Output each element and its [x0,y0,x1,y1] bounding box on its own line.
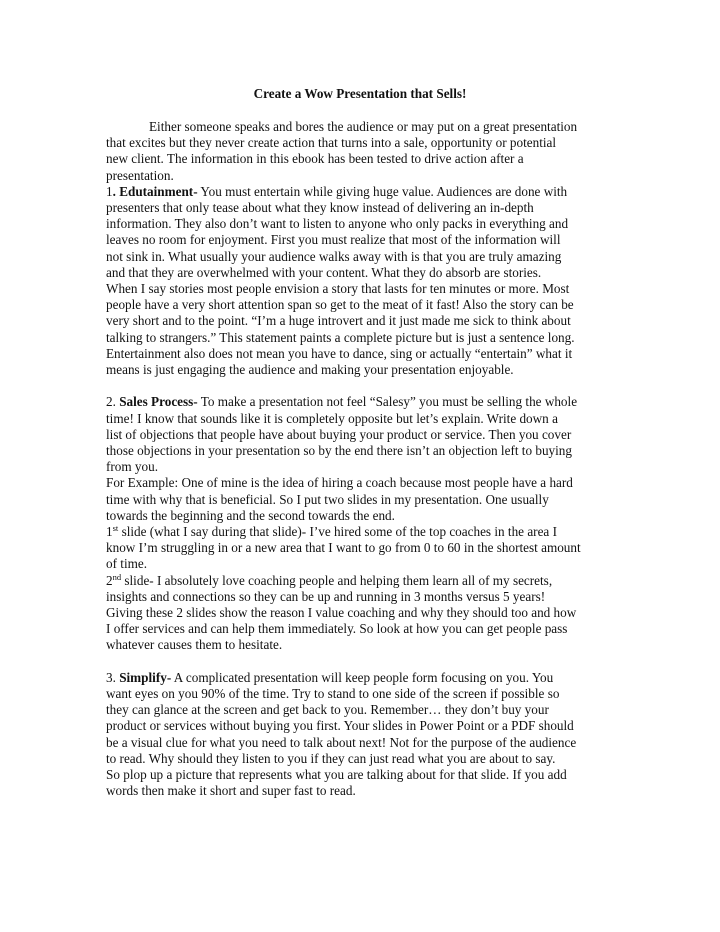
section-2-number: 2. [106,394,120,410]
intro-line: new client. The information in this ebook has been tested to drive action after a [106,151,524,167]
section-1-line: not sink in. What usually your audience walks away with is that you are truly amazing [106,248,562,264]
slide-2-continued: whatever causes them to hesitate. [106,637,283,653]
slide-2-number: 2 [106,572,113,588]
section-3-line: they can glance at the screen and get back to you. Remember… they don’t buy your [106,702,549,718]
slide-1-continued: know I’m struggling in or a new area that I want to go from 0 to 60 in the shortest amount [106,540,581,556]
section-1-line: people have a very short attention span so get to the meat of it fast! Also the story can be [106,297,574,313]
slide-1-ordinal: st [112,523,119,534]
section-3-line: to read. Why should they listen to you if they can just read what you are about to say. [106,750,556,766]
section-2-line: time! I know that sounds like it is completely opposite but let’s explain. Write down a [106,410,558,426]
section-2-line: time with why that is beneficial. So I put two slides in my presentation. One usually [106,491,549,507]
section-2-line: from you. [106,459,159,475]
section-2-line: For Example: One of mine is the idea of hiring a coach because most people have a hard [106,475,573,491]
document-title: Create a Wow Presentation that Sells! [253,86,467,101]
section-1-first-text: You must entertain while giving huge value. Audiences are done with [197,183,568,199]
section-1-line: Entertainment also does not mean you have to dance, sing or actually “entertain” what it [106,345,573,361]
section-3-line: product or services without buying you first. Your slides in Power Point or a PDF should [106,718,574,734]
intro-line: that excites but they never create action that turns into a sale, opportunity or potential [106,135,557,151]
section-1-heading: . Edutainment- [112,183,198,199]
section-1-line: When I say stories most people envision a story that lasts for ten minutes or more. Most [106,281,570,297]
slide-1-line [106,524,626,540]
slide-2-ordinal: nd [112,571,122,582]
section-3-heading: Simplify- [119,669,172,685]
section-2-heading: Sales Process- [119,394,198,410]
section-2-line: those objections in your presentation so by the end there isn’t an objection left to buying [106,443,572,459]
slide-1-continued: of time. [106,556,148,572]
slide-1-number: 1 [106,524,113,540]
section-2-first-line [106,394,626,410]
section-2-first-text: To make a presentation not feel “Salesy” you must be selling the whole [197,394,578,410]
section-1-line: information. They also don’t want to listen to anyone who only packs in everything and [106,216,569,232]
document-body [106,119,626,800]
slide-2-continued: insights and connections so they can be up and running in 3 months versus 5 years! [106,588,546,604]
intro-line: Either someone speaks and bores the audience or may put on a great presentation [149,119,578,134]
section-3-first-line [106,670,626,686]
section-1-line: presenters that only tease about what they know instead of delivering an in-depth [106,200,534,216]
section-1-line: very short and to the point. “I’m a huge introvert and it just made me sick to think about [106,313,571,329]
section-1-line: means is just engaging the audience and making your presentation enjoyable. [106,362,514,378]
section-3-first-text: A complicated presentation will keep people form focusing on you. You [171,669,554,685]
section-1-first-line [106,184,626,200]
paragraph-gap [106,378,626,394]
section-1-line: leaves no room for enjoyment. First you must realize that most of the information will [106,232,561,248]
section-2-line: list of objections that people have about buying your product or service. Then you cover [106,426,572,442]
intro-line: presentation. [106,167,174,183]
section-3-line: want eyes on you 90% of the time. Try to stand to one side of the screen if possible so [106,686,560,702]
section-1-line: and that they are overwhelmed with your content. What they do absorb are stories. [106,264,542,280]
paragraph-gap [106,654,626,670]
slide-1-text: slide (what I say during that slide)- I’ve hired some of the top coaches in the area I [118,524,557,540]
section-1-line: talking to strangers.” This statement paints a complete picture but is just a sentence long. [106,329,575,345]
section-3-line: So plop up a picture that represents what you are talking about for that slide. If you add [106,767,567,783]
section-3-line: be a visual clue for what you need to talk about next! Not for the purpose of the audience [106,734,577,750]
slide-2-continued: Giving these 2 slides show the reason I value coaching and why they should too and how [106,605,577,621]
section-3-line: words then make it short and super fast to read. [106,783,356,799]
slide-2-continued: I offer services and can help them immediately. So look at how you can get people pass [106,621,568,637]
section-3-number: 3. [106,669,120,685]
slide-2-line [106,573,626,589]
slide-2-text: slide- I absolutely love coaching people and helping them learn all of my secrets, [121,572,553,588]
section-2-line: towards the beginning and the second towards the end. [106,507,395,523]
section-1-number: 1 [106,183,113,199]
